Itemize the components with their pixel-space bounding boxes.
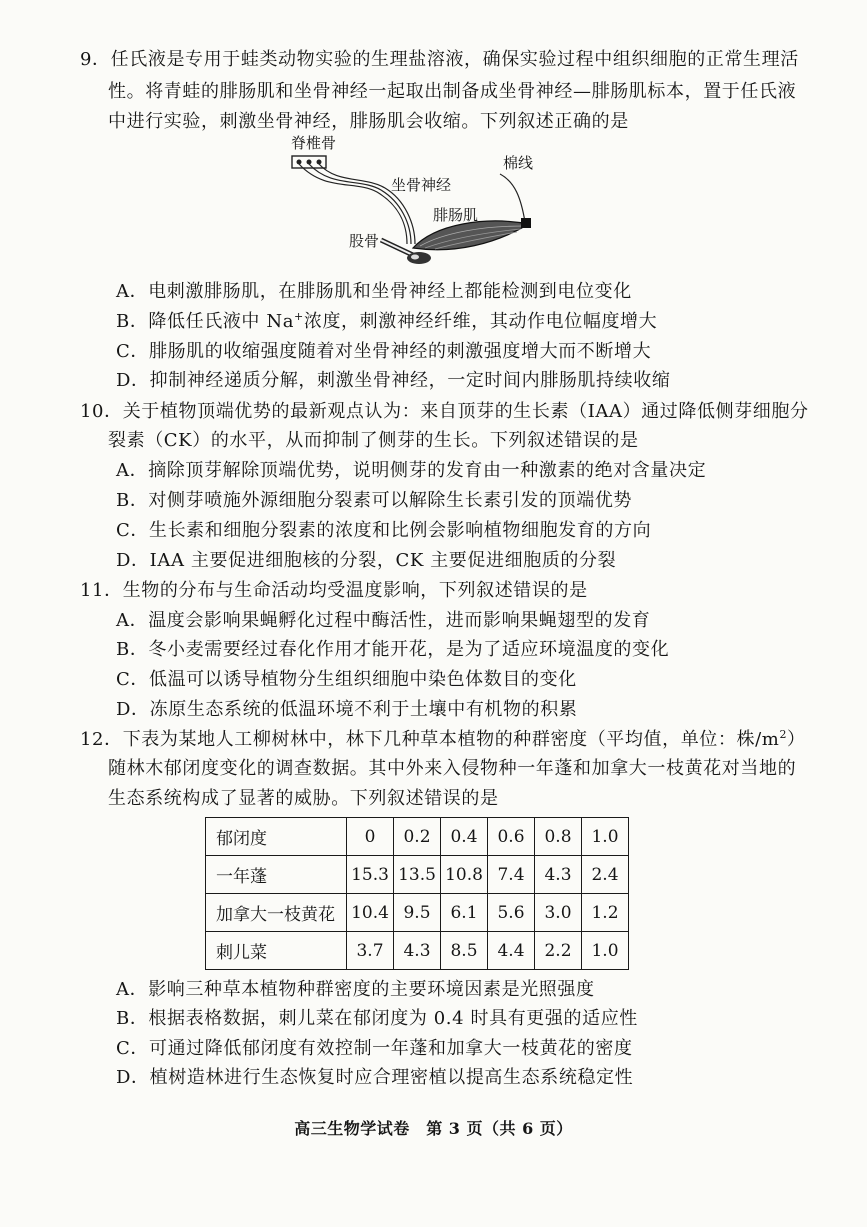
figure-label-spine: 脊椎骨 [291, 134, 337, 152]
table-cell: 10.8 [441, 856, 488, 894]
table-cell: 9.5 [394, 894, 441, 932]
q10-stem-line-2: 裂素（CK）的水平，从而抑制了侧芽的生长。下列叙述错误的是 [108, 430, 639, 451]
q11-option-d: D．冻原生态系统的低温环境不利于土壤中有机物的积累 [116, 699, 578, 720]
table-header-label: 郁闭度 [206, 818, 347, 856]
table-cell: 4.3 [394, 932, 441, 970]
q11-option-c: C．低温可以诱导植物分生组织细胞中染色体数目的变化 [116, 669, 577, 690]
q9-option-a: A．电刺激腓肠肌，在腓肠肌和坐骨神经上都能检测到电位变化 [116, 281, 632, 302]
table-row [206, 894, 629, 932]
table-cell: 3.0 [535, 894, 582, 932]
table-row-label: 加拿大一枝黄花 [206, 894, 347, 932]
q9-option-b-post: 浓度，刺激神经纤维，其动作电位幅度增大 [303, 311, 658, 332]
table-row [206, 932, 629, 970]
canopy-density-table [205, 817, 629, 970]
table-cell: 5.6 [488, 894, 535, 932]
table-cell: 2.2 [535, 932, 582, 970]
table-header-row [206, 818, 629, 856]
table-header-cell: 0 [347, 818, 394, 856]
q9-option-b-pre: B．降低任氏液中 Na [116, 311, 295, 332]
q12-option-a: A．影响三种草本植物种群密度的主要环境因素是光照强度 [116, 979, 595, 1000]
q9-option-b-sup: + [294, 310, 304, 323]
q9-stem-line-3: 中进行实验，刺激坐骨神经，腓肠肌会收缩。下列叙述正确的是 [108, 111, 629, 132]
table-cell: 13.5 [394, 856, 441, 894]
q9-stem-line-2: 性。将青蛙的腓肠肌和坐骨神经一起取出制备成坐骨神经—腓肠肌标本，置于任氏液 [108, 81, 797, 102]
q11-option-a: A．温度会影响果蝇孵化过程中酶活性，进而影响果蝇翅型的发育 [116, 610, 651, 631]
q12-stem-line-1-pre: 12．下表为某地人工柳树林中，林下几种草本植物的种群密度（平均值，单位：株/m [80, 729, 780, 750]
table-cell: 2.4 [582, 856, 629, 894]
table-cell: 15.3 [347, 856, 394, 894]
figure-label-gastrocnemius: 腓肠肌 [433, 206, 479, 224]
q9-option-b [116, 310, 657, 334]
table-header-cell: 0.4 [441, 818, 488, 856]
page-footer: 高三生物学试卷 第 3 页（共 6 页） [294, 1119, 573, 1138]
q10-option-a: A．摘除顶芽解除顶端优势，说明侧芽的发育由一种激素的绝对含量决定 [116, 460, 707, 481]
q10-option-d: D．IAA 主要促进细胞核的分裂，CK 主要促进细胞质的分裂 [116, 550, 617, 571]
figure-label-thread: 棉线 [503, 154, 534, 172]
table-header-cell: 0.6 [488, 818, 535, 856]
table-cell: 3.7 [347, 932, 394, 970]
table-cell: 8.5 [441, 932, 488, 970]
q12-option-b: B．根据表格数据，刺儿菜在郁闭度为 0.4 时具有更强的适应性 [116, 1008, 638, 1029]
table-row-label: 刺儿菜 [206, 932, 347, 970]
q11-option-b: B．冬小麦需要经过春化作用才能开花，是为了适应环境温度的变化 [116, 639, 670, 660]
table-cell: 1.2 [582, 894, 629, 932]
table-row-label: 一年蓬 [206, 856, 347, 894]
table-cell: 1.0 [582, 932, 629, 970]
q12-stem-line-3: 生态系统构成了显著的威胁。下列叙述错误的是 [108, 788, 499, 809]
q12-option-d: D．植树造林进行生态恢复时应合理密植以提高生态系统稳定性 [116, 1067, 634, 1088]
table-header-cell: 1.0 [582, 818, 629, 856]
table-row [206, 856, 629, 894]
figure-label-femur: 股骨 [349, 232, 380, 250]
q12-option-c: C．可通过降低郁闭度有效控制一年蓬和加拿大一枝黄花的密度 [116, 1038, 633, 1059]
q12-unit-superscript: 2 [779, 728, 788, 741]
q12-stem-line-1 [80, 728, 806, 752]
q12-stem-line-1-post: ） [787, 729, 806, 750]
table-cell: 10.4 [347, 894, 394, 932]
table-cell: 4.4 [488, 932, 535, 970]
table-cell: 7.4 [488, 856, 535, 894]
table-header-cell: 0.8 [535, 818, 582, 856]
figure-label-sciatic-nerve: 坐骨神经 [391, 176, 452, 194]
q9-option-c: C．腓肠肌的收缩强度随着对坐骨神经的刺激强度增大而不断增大 [116, 341, 652, 362]
q10-option-c: C．生长素和细胞分裂素的浓度和比例会影响植物细胞发育的方向 [116, 520, 652, 541]
q12-stem-line-2: 随林木郁闭度变化的调查数据。其中外来入侵物种一年蓬和加拿大一枝黄花对当地的 [108, 758, 797, 779]
q10-option-b: B．对侧芽喷施外源细胞分裂素可以解除生长素引发的顶端优势 [116, 490, 633, 511]
q10-stem-line-1: 10．关于植物顶端优势的最新观点认为：来自顶芽的生长素（IAA）通过降低侧芽细胞分 [80, 401, 809, 422]
table-cell: 6.1 [441, 894, 488, 932]
table-header-cell: 0.2 [394, 818, 441, 856]
q11-stem-line-1: 11．生物的分布与生命活动均受温度影响，下列叙述错误的是 [80, 580, 588, 601]
q9-stem-line-1: 9．任氏液是专用于蛙类动物实验的生理盐溶液，确保实验过程中组织细胞的正常生理活 [80, 49, 799, 70]
table-cell: 4.3 [535, 856, 582, 894]
q9-option-d: D．抑制神经递质分解，刺激坐骨神经，一定时间内腓肠肌持续收缩 [116, 370, 671, 391]
nerve-muscle-specimen-figure [285, 132, 555, 280]
